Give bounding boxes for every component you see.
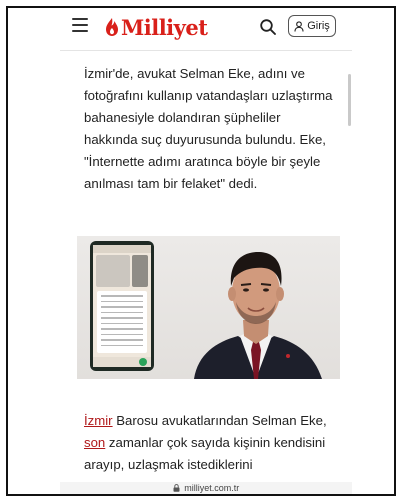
lock-icon	[173, 484, 180, 492]
izmir-link[interactable]: İzmir	[84, 413, 113, 428]
menu-icon[interactable]	[72, 18, 88, 32]
lawyer-portrait	[172, 236, 340, 379]
browser-url-bar[interactable]	[60, 482, 352, 494]
user-icon	[294, 21, 304, 32]
screenshot-frame	[6, 6, 396, 496]
milliyet-flame-icon	[104, 17, 120, 37]
site-header	[60, 8, 352, 51]
login-button[interactable]	[288, 15, 336, 37]
login-label: Giriş	[307, 20, 330, 32]
scrollbar[interactable]	[348, 74, 351, 126]
site-logo[interactable]	[104, 14, 207, 40]
mobile-page	[60, 8, 352, 494]
article-paragraph-2	[84, 410, 334, 476]
url-text: milliyet.com.tr	[184, 483, 240, 493]
search-icon[interactable]	[259, 18, 277, 36]
phone-screenshot	[90, 241, 154, 371]
son-link[interactable]: son	[84, 435, 106, 450]
article-paragraph-1: İzmir'de, avukat Selman Eke, adını ve fotoğrafını kullanıp vatandaşları uzlaştırma bahanesiyle dolandıran şüpheliler hakkında suç duyurusunda bulundu. Eke, "İnternette adımı aratınca böyle bir şeyle anılması tam bir felaket" dedi.	[84, 66, 333, 191]
article-image[interactable]	[77, 236, 340, 379]
paragraph-2-text-2: zamanlar çok sayıda kişinin kendisini arayıp, uzlaşmak istediklerini	[84, 435, 326, 472]
paragraph-2-text-1: Barosu avukatlarından Selman Eke,	[112, 413, 327, 428]
logo-text: Milliyet	[121, 14, 208, 40]
